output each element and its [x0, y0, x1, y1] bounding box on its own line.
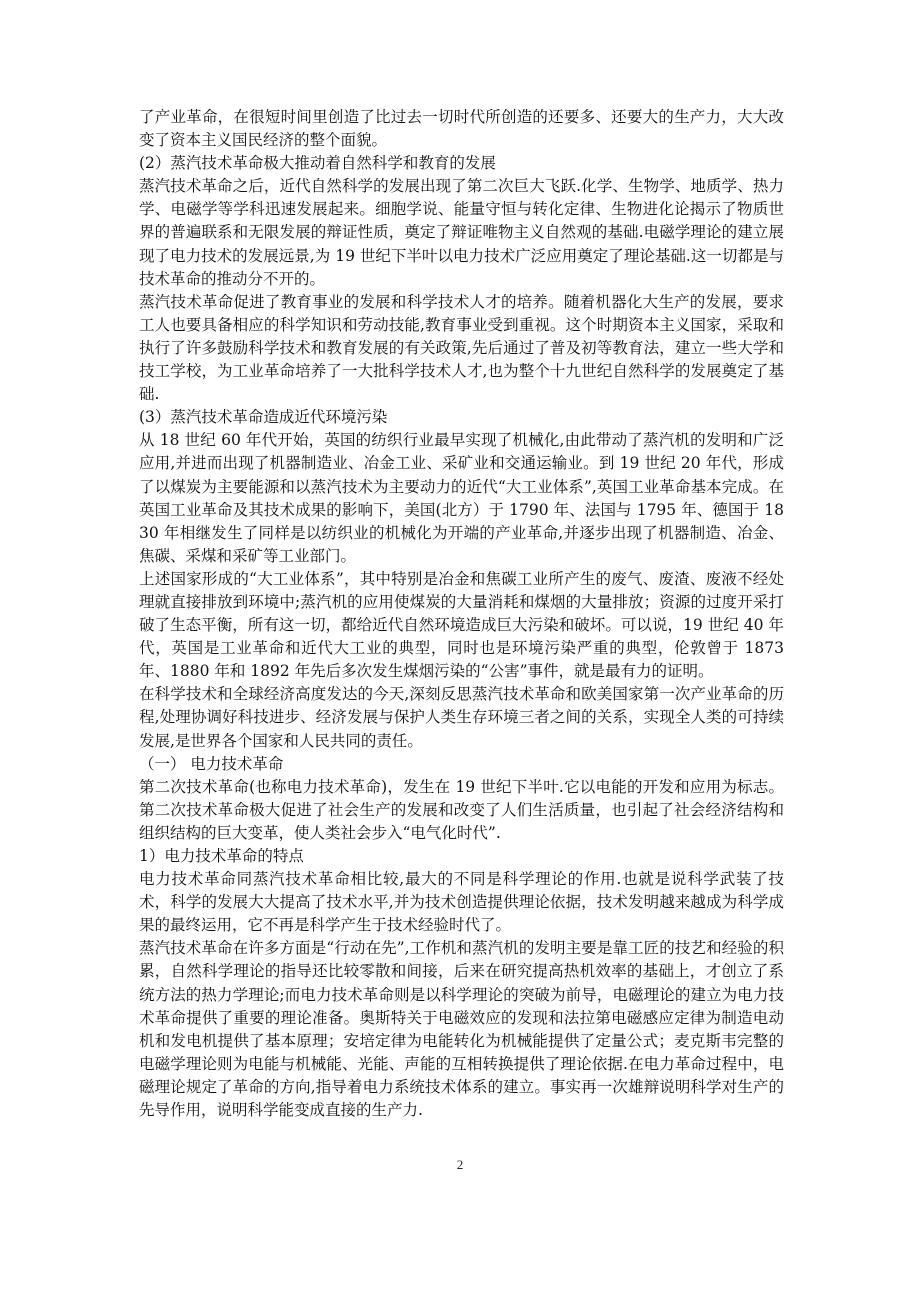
paragraph-reflection: 在科学技术和全球经济高度发达的今天,深刻反思蒸汽技术革命和欧美国家第一次产业革命的历程,处理协调好科技进步、经济发展与保护人类生存环境三者之间的关系，实现全人类的可持续发展,是世界各个国家和人民共同的责任。 [139, 685, 784, 750]
paragraph-pollution: 上述国家形成的“大工业体系”，其中特别是冶金和焦碳工业所产生的废气、废渣、废液不经处理就直接排放到环境中;蒸汽机的应用使煤炭的大量消耗和煤烟的大量排放；资源的过度开采打破了生态平衡，所有这一切，都给近代自然环境造成巨大污染和破坏。可以说，19 世纪 40 年代，英国是工业革命和近代大工业的典型，同时也是环境污染严重的典型，伦敦曾于 1873 年、1880 年和 1892 年先后多次发生煤烟污染的“公害”事件，就是最有力的证明。 [139, 569, 784, 681]
paragraph-education: 蒸汽技术革命促进了教育事业的发展和科学技术人才的培养。随着机器化大生产的发展，要求工人也要具备相应的科学知识和劳动技能,教育事业受到重视。这个时期资本主义国家，采取和执行了许多鼓励科学技术和教育发展的有关政策,先后通过了普及初等教育法，建立一些大学和技工学校，为工业革命培养了一大批科学技术人才,也为整个十九世纪自然科学的发展奠定了基础. [139, 292, 784, 404]
paragraph-science-role: 电力技术革命同蒸汽技术革命相比较,最大的不同是科学理论的作用.也就是说科学武装了技术，科学的发展大大提高了技术水平,并为技术创造提供理论依据，技术发明越来越成为科学成果的最终运用，它不再是科学产生于技术经验时代了。 [139, 870, 784, 935]
page-number: 2 [456, 1157, 464, 1172]
paragraph-industrialization: 从 18 世纪 60 年代开始，英国的纺织行业最早实现了机械化,由此带动了蒸汽机的发明和广泛应用,并进而出现了机器制造业、冶金工业、采矿业和交通运输业。到 19 世纪 20 年代，形成了以煤炭为主要能源和以蒸汽技术为主要动力的近代“大工业体系”,英国工业革命基本完成。在英国工业革命及其技术成果的影响下，美国(北方）于 1790 年、法国与 1795 年、德国于 1830 年相继发生了同样是以纺织业的机械化为开端的产业革命,并逐步出现了机器制造、冶金、焦碳、采煤和采矿等工业部门。 [139, 431, 784, 565]
paragraph-natural-science: 蒸汽技术革命之后，近代自然科学的发展出现了第二次巨大飞跃.化学、生物学、地质学、热力学、电磁学等学科迅速发展起来。细胞学说、能量守恒与转化定律、生物进化论揭示了物质世界的普遍联系和无限发展的辩证性质，奠定了辩证唯物主义自然观的基础.电磁学理论的建立展现了电力技术的发展远景,为 19 世纪下半叶以电力技术广泛应用奠定了理论基础.这一切都是与技术革命的推动分不开的。 [139, 177, 784, 288]
section-heading-3: (3）蒸汽技术革命造成近代环境污染 [139, 408, 388, 427]
paragraph-second-revolution: 第二次技术革命(也称电力技术革命)，发生在 19 世纪下半叶.它以电能的开发和应用为标志。第二次技术革命极大促进了社会生产的发展和改变了人们生活质量，也引起了社会经济结构和组织结构的巨大变革，使人类社会步入“电气化时代”. [139, 777, 784, 842]
paragraph-theory-leads: 蒸汽技术革命在许多方面是“行动在先”,工作机和蒸汽机的发明主要是靠工匠的技艺和经验的积累，自然科学理论的指导还比较零散和间接，后来在研究提高热机效率的基础上，才创立了系统方法的热力学理论;而电力技术革命则是以科学理论的突破为前导，电磁理论的建立为电力技术革命提供了重要的理论准备。奥斯特关于电磁效应的发现和法拉第电磁感应定律为制造电动机和发电机提供了基本原理；安培定律为电能转化为机械能提供了定量公式；麦克斯韦完整的电磁学理论则为电能与机械能、光能、声能的互相转换提供了理论依据.在电力革命过程中，电磁理论规定了革命的方向,指导着电力系统技术体系的建立。事实再一次雄辩说明科学对生产的先导作用，说明科学能变成直接的生产力. [139, 939, 784, 1120]
subsection-heading-features: 1）电力技术革命的特点 [139, 847, 304, 865]
section-heading-electric-revolution: （一） 电力技术革命 [139, 754, 284, 773]
section-heading-2: (2）蒸汽技术革命极大推动着自然科学和教育的发展 [139, 154, 496, 173]
paragraph-intro-continuation: 了产业革命，在很短时间里创造了比过去一切时代所创造的还要多、还要大的生产力，大大改变了资本主义国民经济的整个面貌。 [139, 108, 784, 150]
document-body [139, 106, 784, 1122]
